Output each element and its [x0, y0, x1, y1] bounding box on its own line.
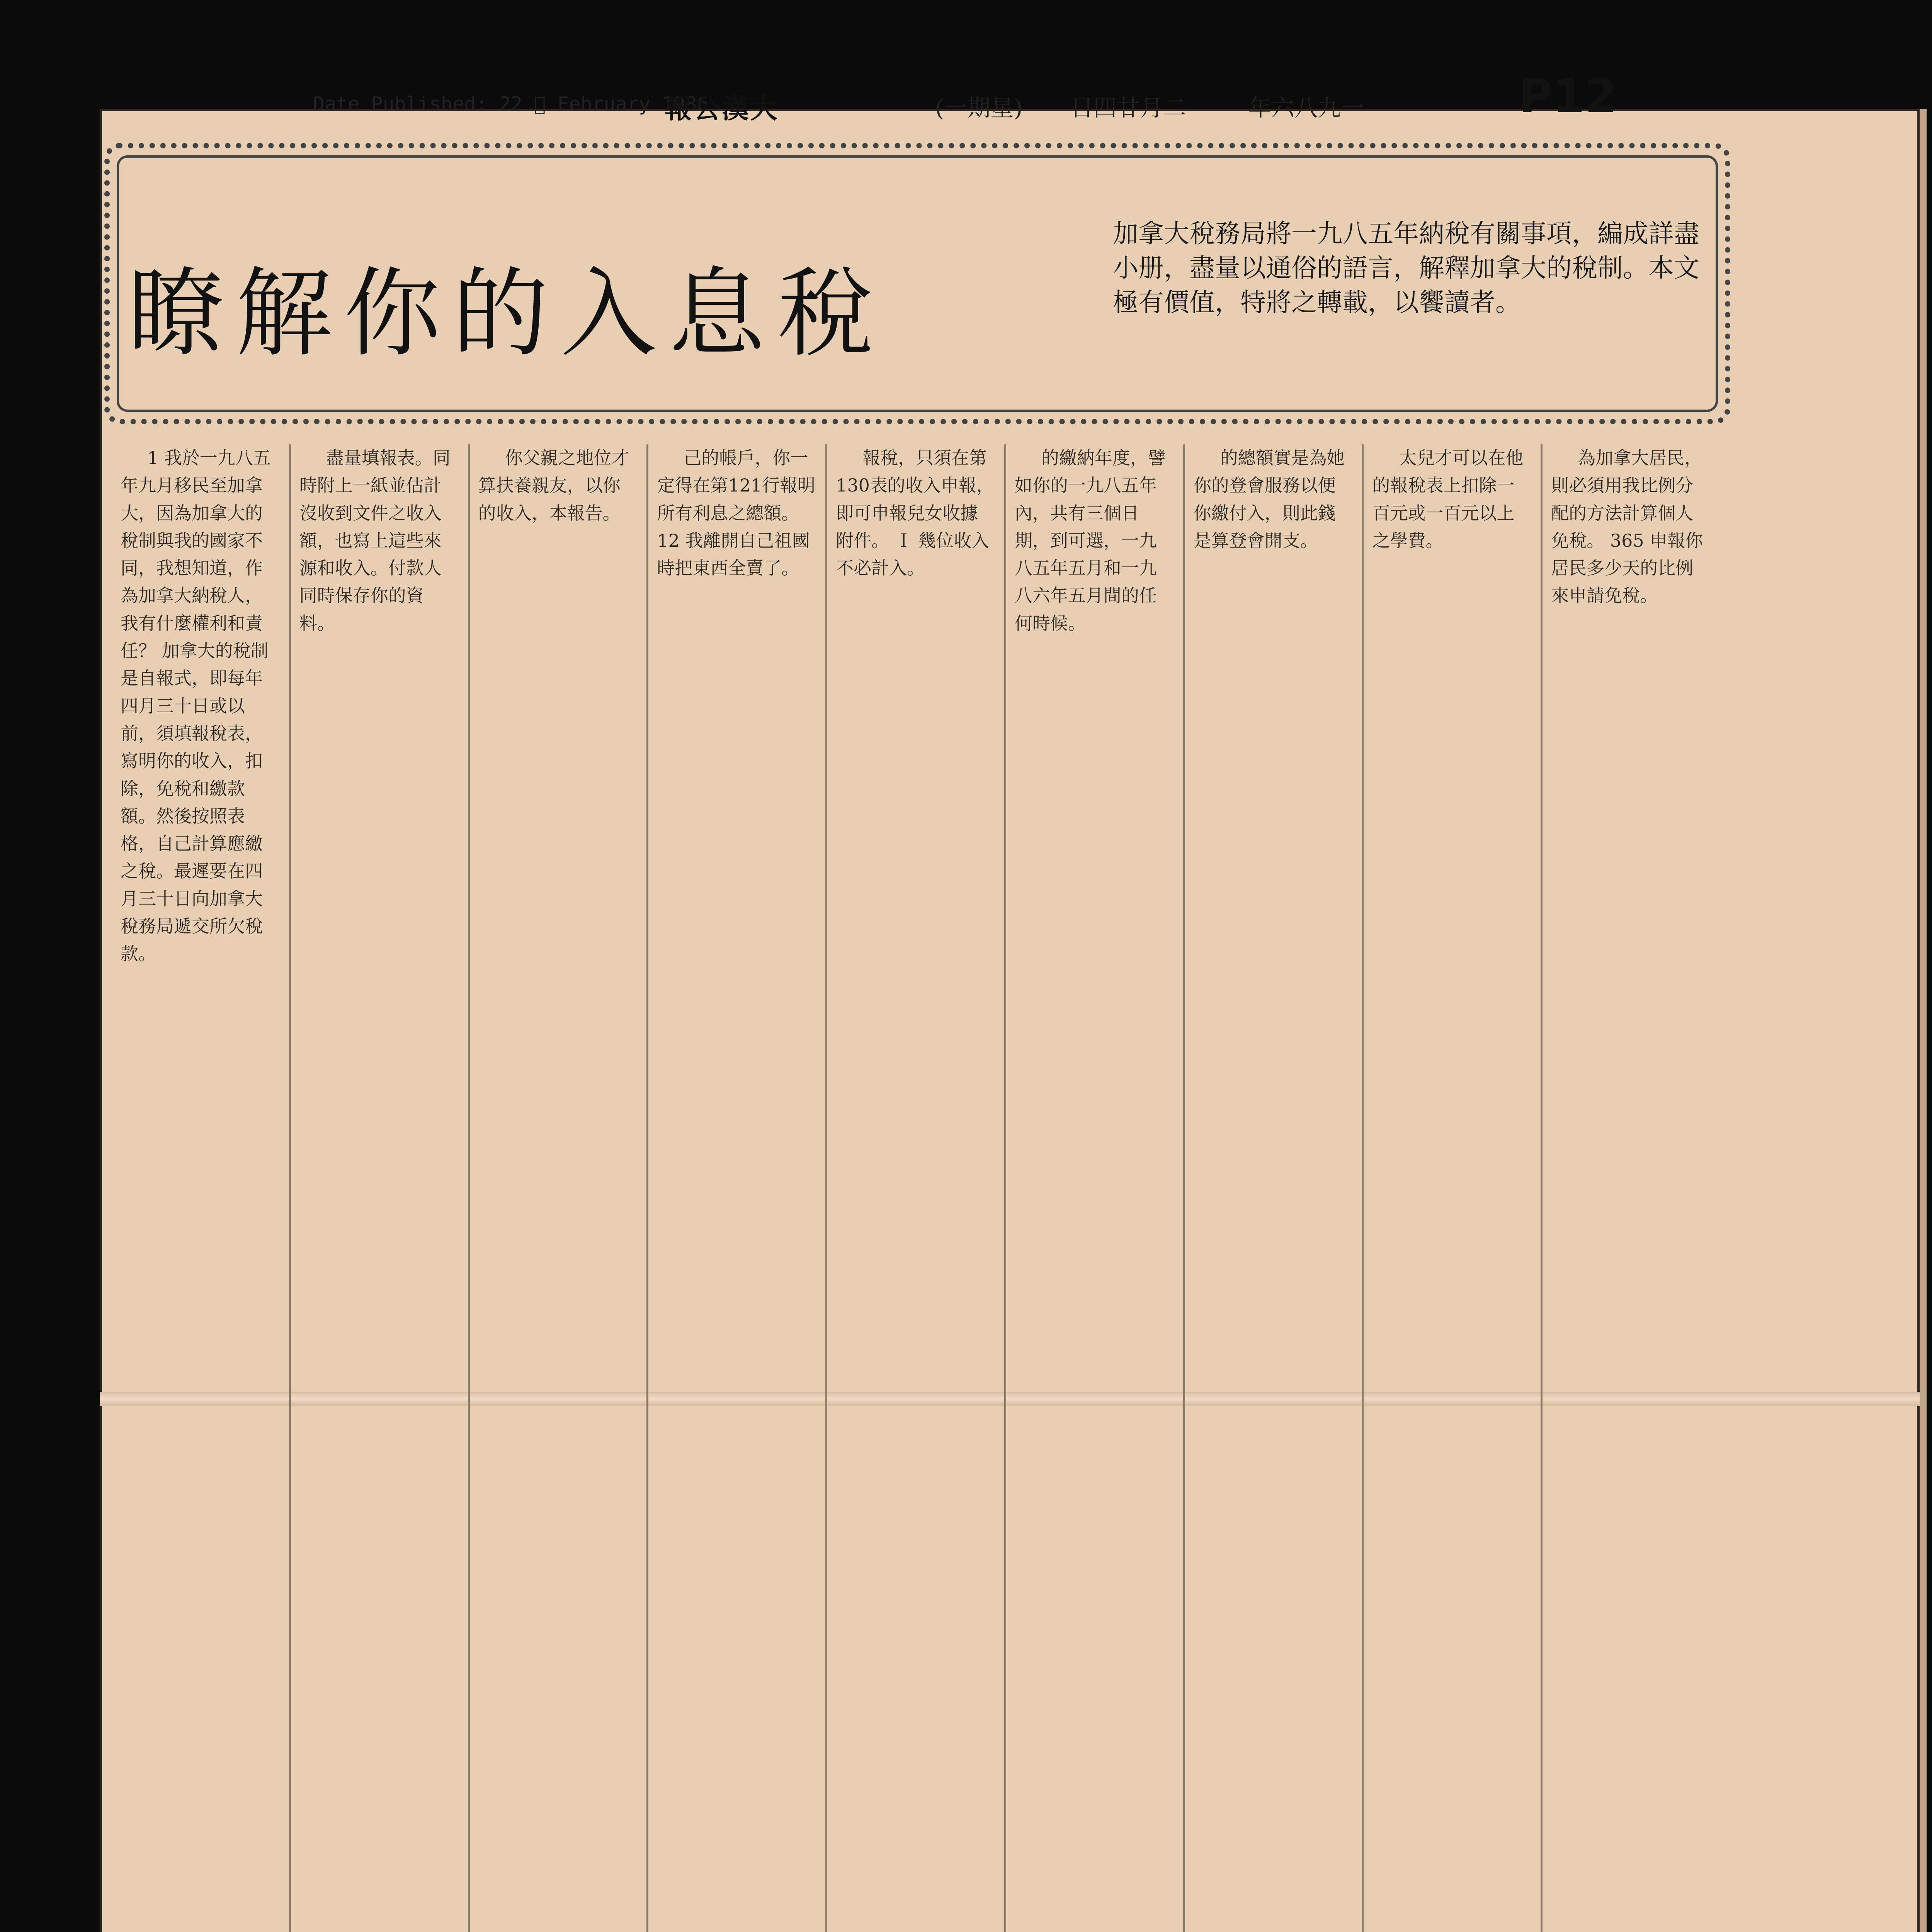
text-column — [468, 444, 647, 1932]
page-number: P12 — [1519, 70, 1617, 123]
text-column — [1541, 444, 1719, 1932]
text-column — [646, 444, 825, 1932]
text-column — [1004, 444, 1183, 1932]
text-column — [1362, 444, 1541, 1932]
masthead: 報公漢大 — [665, 92, 779, 124]
text-column — [1183, 444, 1362, 1932]
text-column — [825, 444, 1004, 1932]
column-text: 己的帳戶，你一定得在第121行報明所有利息之總額。 12 我離開自己祖國時把東西全賣了。 — [657, 447, 816, 579]
column-text: 你父親之地位才算扶養親友，以你的收入，本報告。 — [478, 447, 629, 524]
weekday: (一期星) — [935, 95, 1023, 122]
column-text: 為加拿大居民，則必須用我比例分配的方法計算個人免稅。 365 申報你居民多少天的比例來申請免稅。 — [1551, 447, 1703, 606]
article-body — [112, 444, 1719, 1932]
year: 年六八九一 — [1248, 95, 1364, 122]
column-text: 的總額實是為她你的登會服務以便你繳付入，則此錢是算登會開支。 — [1193, 447, 1345, 551]
text-column — [289, 444, 468, 1932]
column-text: 太兒才可以在他的報稅表上扣除一百元或一百元以上之學費。 — [1372, 447, 1524, 551]
column-text: 1 我於一九八五年九月移民至加拿大，因為加拿大的稅制與我的國家不同，我想知道，作為加拿大納稅人，我有什麼權利和責任？ 加拿大的稅制是自報式，即每年四月三十日或以前，須填報稅表，寫明你的收入，扣除，免稅和繳款額。然後按照表格，自己計算應繳之稅。最遲要在四月三十日向加拿大稅務局遞交所欠稅款。 — [121, 447, 271, 964]
date-published: Date Published: 22 ⃠ February 1986 — [313, 93, 709, 115]
month-day: 日四廿月二 — [1070, 95, 1186, 122]
page-edge — [1920, 109, 1927, 1932]
column-text: 的繳納年度，譬如你的一九八五年內，共有三個日期，到可選，一九八五年五月和一九八六年五月間的任何時候。 — [1014, 447, 1166, 634]
text-column — [112, 444, 289, 1932]
article-title: 瞭解你的入息稅 — [128, 257, 885, 370]
article-intro: 加拿大稅務局將一九八五年納稅有關事項，編成詳盡小册，盡量以通俗的語言，解釋加拿大的稅制。本文極有價值，特將之轉載，以饗讀者。 — [1113, 219, 1699, 318]
column-text: 報稅，只須在第130表的收入申報，即可申報兒女收據附件。 Ｉ 幾位收入不必計入。 — [836, 447, 994, 579]
column-text: 盡量填報表。同時附上一紙並估計沒收到文件之收入額，也寫上這些來源和收入。付款人同時保存你的資料。 — [299, 447, 451, 634]
